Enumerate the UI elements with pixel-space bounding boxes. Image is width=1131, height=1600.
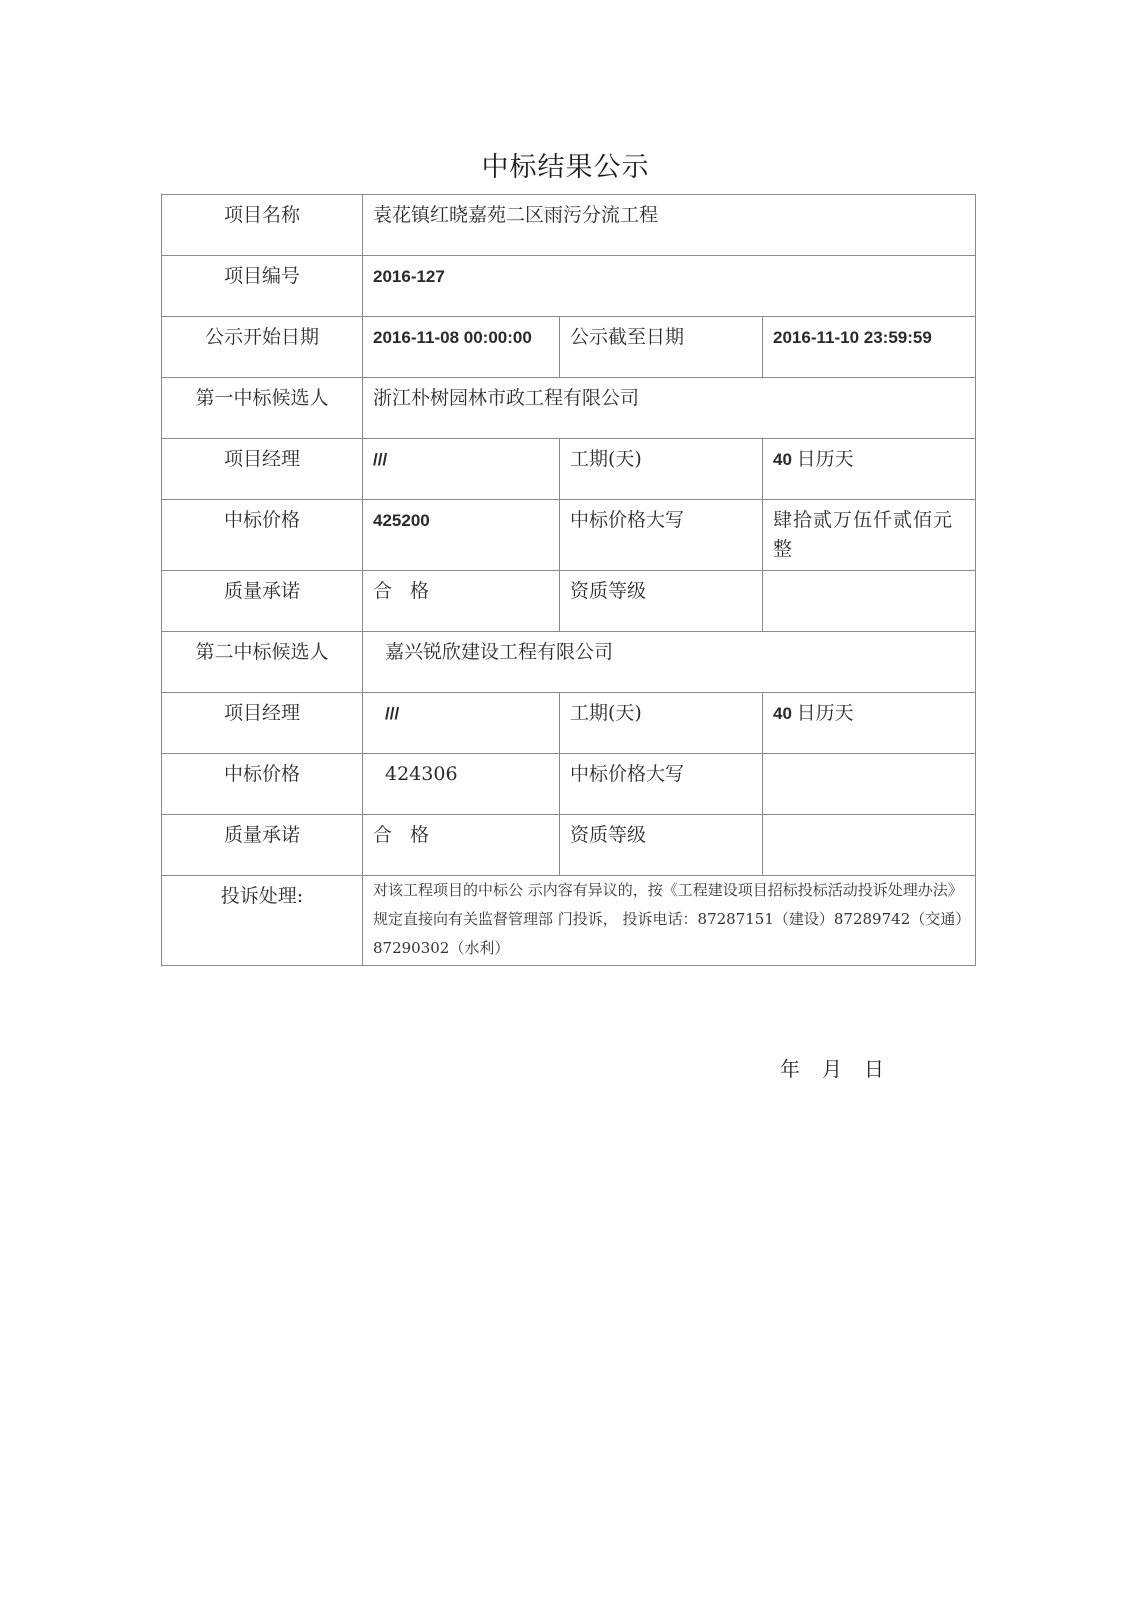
date-year: 年 — [780, 1057, 800, 1081]
first-duration-unit: 日历天 — [796, 448, 854, 470]
first-price-label: 中标价格 — [162, 500, 363, 571]
notice-start-label: 公示开始日期 — [162, 317, 363, 378]
project-number-label: 项目编号 — [162, 256, 363, 317]
row-first-candidate — [162, 378, 976, 439]
row-second-price — [162, 754, 976, 815]
second-quality-label: 质量承诺 — [162, 815, 363, 876]
second-quality-text: 合格 — [373, 824, 448, 846]
first-duration-value — [763, 439, 976, 500]
complaint-text: 对该工程项目的中标公 示内容有异议的，按《工程建设项目招标投标活动投诉处理办法》 规定直接向有关监督管理部 门投诉， 投诉电话：87287151（建设）87289742（交通）87290302（水利） — [363, 876, 976, 966]
first-qualification-label: 资质等级 — [560, 571, 763, 632]
second-quality-value — [363, 815, 560, 876]
second-duration-value — [763, 693, 976, 754]
second-duration-label: 工期(天) — [560, 693, 763, 754]
first-candidate-name: 浙江朴树园林市政工程有限公司 — [363, 378, 976, 439]
second-price-value: 424306 — [363, 754, 560, 815]
first-price-upper-label: 中标价格大写 — [560, 500, 763, 571]
row-project-number — [162, 256, 976, 317]
first-manager-label: 项目经理 — [162, 439, 363, 500]
second-candidate-name: 嘉兴锐欣建设工程有限公司 — [363, 632, 976, 693]
date-day: 日 — [864, 1057, 884, 1081]
project-name-value: 袁花镇红晓嘉苑二区雨污分流工程 — [363, 195, 976, 256]
second-duration-unit: 日历天 — [796, 702, 854, 724]
row-notice-period — [162, 317, 976, 378]
first-quality-value — [363, 571, 560, 632]
row-first-price — [162, 500, 976, 571]
signature-date-line — [780, 1053, 906, 1082]
notice-end-label: 公示截至日期 — [560, 317, 763, 378]
first-duration-number: 40 — [773, 450, 792, 469]
first-price-value: 425200 — [363, 500, 560, 571]
notice-end-value: 2016-11-10 23:59:59 — [763, 317, 976, 378]
second-price-label: 中标价格 — [162, 754, 363, 815]
first-manager-value: /// — [363, 439, 560, 500]
row-first-quality — [162, 571, 976, 632]
second-price-upper-label: 中标价格大写 — [560, 754, 763, 815]
complaint-label: 投诉处理: — [162, 876, 363, 966]
row-project-name — [162, 195, 976, 256]
first-candidate-label: 第一中标候选人 — [162, 378, 363, 439]
row-second-candidate — [162, 632, 976, 693]
second-candidate-label: 第二中标候选人 — [162, 632, 363, 693]
second-price-upper-value — [763, 754, 976, 815]
row-complaint — [162, 876, 976, 966]
project-name-label: 项目名称 — [162, 195, 363, 256]
document-title: 中标结果公示 — [481, 152, 650, 183]
second-qualification-value — [763, 815, 976, 876]
row-second-quality — [162, 815, 976, 876]
second-duration-number: 40 — [773, 704, 792, 723]
row-second-manager — [162, 693, 976, 754]
first-quality-text: 合格 — [373, 580, 448, 602]
first-qualification-value — [763, 571, 976, 632]
second-qualification-label: 资质等级 — [560, 815, 763, 876]
notice-start-value: 2016-11-08 00:00:00 — [363, 317, 560, 378]
bid-result-table — [161, 194, 976, 966]
second-manager-value: /// — [363, 693, 560, 754]
first-quality-label: 质量承诺 — [162, 571, 363, 632]
date-month: 月 — [822, 1057, 842, 1081]
row-first-manager — [162, 439, 976, 500]
first-duration-label: 工期(天) — [560, 439, 763, 500]
first-price-upper-value: 肆拾贰万伍仟贰佰元整 — [763, 500, 976, 571]
second-manager-label: 项目经理 — [162, 693, 363, 754]
project-number-value: 2016-127 — [363, 256, 976, 317]
